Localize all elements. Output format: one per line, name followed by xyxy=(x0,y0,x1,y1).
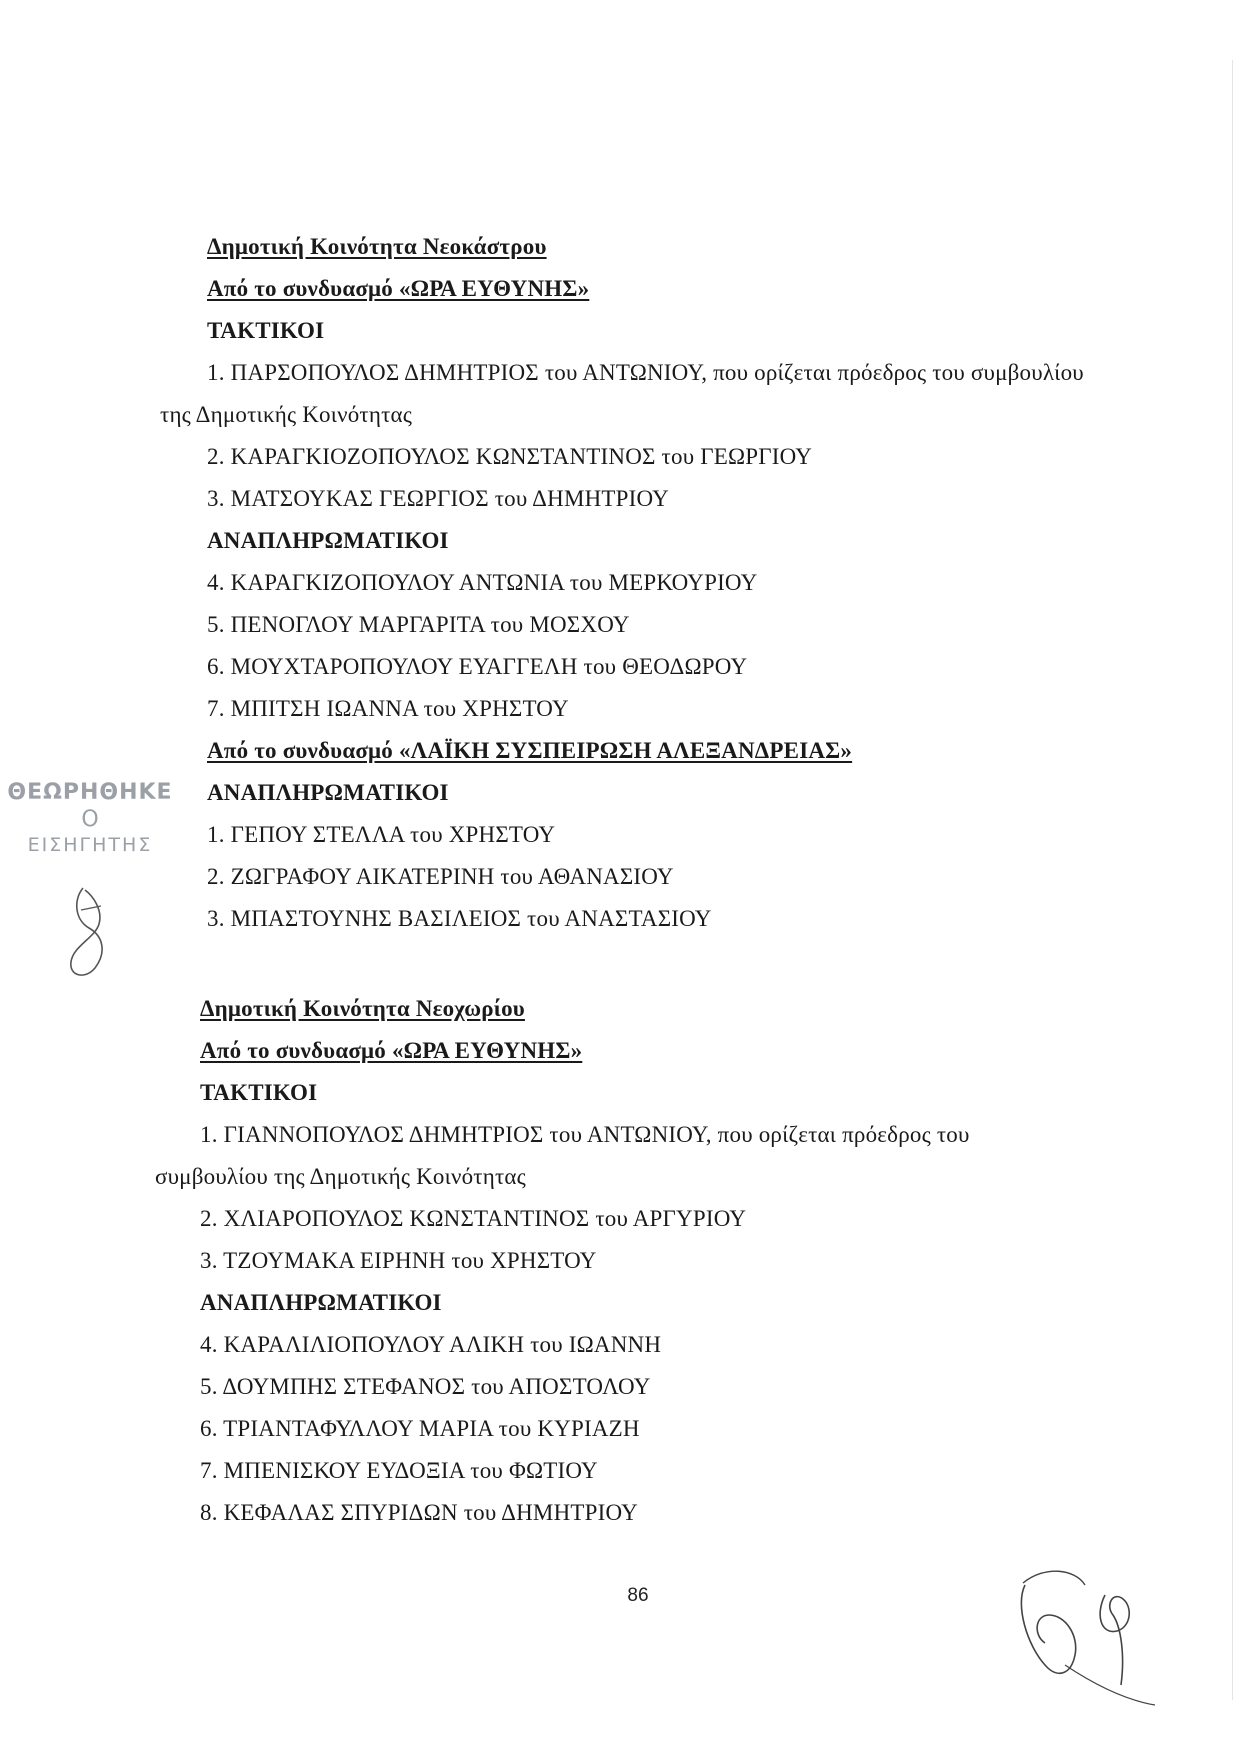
member-line: 5. ΠΕΝΟΓΛΟΥ ΜΑΡΓΑΡΙΤΑ του ΜΟΣΧΟΥ xyxy=(207,612,630,637)
member-line-continuation: της Δημοτικής Κοινότητας xyxy=(160,402,413,427)
member-line: 4. ΚΑΡΑΓΚΙΖΟΠΟΥΛΟΥ ΑΝΤΩΝΙΑ του ΜΕΡΚΟΥΡΙΟΥ xyxy=(207,570,758,595)
group-title: ΑΝΑΠΛΗΡΩΜΑΤΙΚΟΙ xyxy=(207,780,449,805)
member-line: 6. ΜΟΥΧΤΑΡΟΠΟΥΛΟΥ ΕΥΑΓΓΕΛΗ του ΘΕΟΔΩΡΟΥ xyxy=(207,654,748,679)
page-number: 86 xyxy=(627,1585,649,1606)
group-title: ΤΑΚΤΙΚΟΙ xyxy=(200,1080,318,1105)
member-line: 3. ΜΑΤΣΟΥΚΑΣ ΓΕΩΡΓΙΟΣ του ΔΗΜΗΤΡΙΟΥ xyxy=(207,486,669,511)
approval-stamp xyxy=(0,780,180,856)
member-line: 6. ΤΡΙΑΝΤΑΦΥΛΛΟΥ ΜΑΡΙΑ του ΚΥΡΙΑΖΗ xyxy=(200,1416,640,1441)
community-heading: Δημοτική Κοινότητα Νεοχωρίου xyxy=(200,996,525,1021)
stamp-line-3: ΕΙΣΗΓΗΤΗΣ xyxy=(27,834,153,856)
stamp-line-2: Ο xyxy=(81,807,99,832)
stamp-line-1: ΘΕΩΡΗΘΗΚΕ xyxy=(7,780,173,805)
member-line: 8. ΚΕΦΑΛΑΣ ΣΠΥΡΙΔΩΝ του ΔΗΜΗΤΡΙΟΥ xyxy=(200,1500,638,1525)
group-title: ΑΝΑΠΛΗΡΩΜΑΤΙΚΟΙ xyxy=(207,528,449,553)
member-line: 2. ΖΩΓΡΑΦΟΥ ΑΙΚΑΤΕΡΙΝΗ του ΑΘΑΝΑΣΙΟΥ xyxy=(207,864,674,889)
handwritten-initials-mark xyxy=(55,880,125,990)
signature-mark xyxy=(1005,1555,1175,1715)
coalition-heading: Από το συνδυασμό «ΛΑΪΚΗ ΣΥΣΠΕΙΡΩΣΗ ΑΛΕΞΑΝΔΡΕΙΑΣ» xyxy=(207,738,853,763)
member-line: 5. ΔΟΥΜΠΗΣ ΣΤΕΦΑΝΟΣ του ΑΠΟΣΤΟΛΟΥ xyxy=(200,1374,651,1399)
member-line: 3. ΤΖΟΥΜΑΚΑ ΕΙΡΗΝΗ του ΧΡΗΣΤΟΥ xyxy=(200,1248,597,1273)
member-line: 1. ΓΕΠΟΥ ΣΤΕΛΛΑ του ΧΡΗΣΤΟΥ xyxy=(207,822,556,847)
member-line: 4. ΚΑΡΑΛΙΛΙΟΠΟΥΛΟΥ ΑΛΙΚΗ του ΙΩΑΝΝΗ xyxy=(200,1332,662,1357)
member-line: 1. ΠΑΡΣΟΠΟΥΛΟΣ ΔΗΜΗΤΡΙΟΣ του ΑΝΤΩΝΙΟΥ, που ορίζεται πρόεδρος του συμβουλίου xyxy=(207,360,1084,385)
group-title: ΑΝΑΠΛΗΡΩΜΑΤΙΚΟΙ xyxy=(200,1290,442,1315)
member-line: 1. ΓΙΑΝΝΟΠΟΥΛΟΣ ΔΗΜΗΤΡΙΟΣ του ΑΝΤΩΝΙΟΥ, που ορίζεται πρόεδρος του xyxy=(200,1122,970,1147)
community-heading: Δημοτική Κοινότητα Νεοκάστρου xyxy=(207,234,547,259)
member-line-continuation: συμβουλίου της Δημοτικής Κοινότητας xyxy=(155,1164,526,1189)
coalition-heading: Από το συνδυασμό «ΩΡΑ ΕΥΘΥΝΗΣ» xyxy=(200,1038,583,1063)
member-line: 7. ΜΠΙΤΣΗ ΙΩΑΝΝΑ του ΧΡΗΣΤΟΥ xyxy=(207,696,569,721)
coalition-heading: Από το συνδυασμό «ΩΡΑ ΕΥΘΥΝΗΣ» xyxy=(207,276,590,301)
member-line: 3. ΜΠΑΣΤΟΥΝΗΣ ΒΑΣΙΛΕΙΟΣ του ΑΝΑΣΤΑΣΙΟΥ xyxy=(207,906,712,931)
member-line: 2. ΧΛΙΑΡΟΠΟΥΛΟΣ ΚΩΝΣΤΑΝΤΙΝΟΣ του ΑΡΓΥΡΙΟΥ xyxy=(200,1206,747,1231)
group-title: ΤΑΚΤΙΚΟΙ xyxy=(207,318,325,343)
scan-margin-line xyxy=(1232,60,1233,1700)
member-line: 7. ΜΠΕΝΙΣΚΟΥ ΕΥΔΟΞΙΑ του ΦΩΤΙΟΥ xyxy=(200,1458,598,1483)
member-line: 2. ΚΑΡΑΓΚΙΟΖΟΠΟΥΛΟΣ ΚΩΝΣΤΑΝΤΙΝΟΣ του ΓΕΩΡΓΙΟΥ xyxy=(207,444,813,469)
